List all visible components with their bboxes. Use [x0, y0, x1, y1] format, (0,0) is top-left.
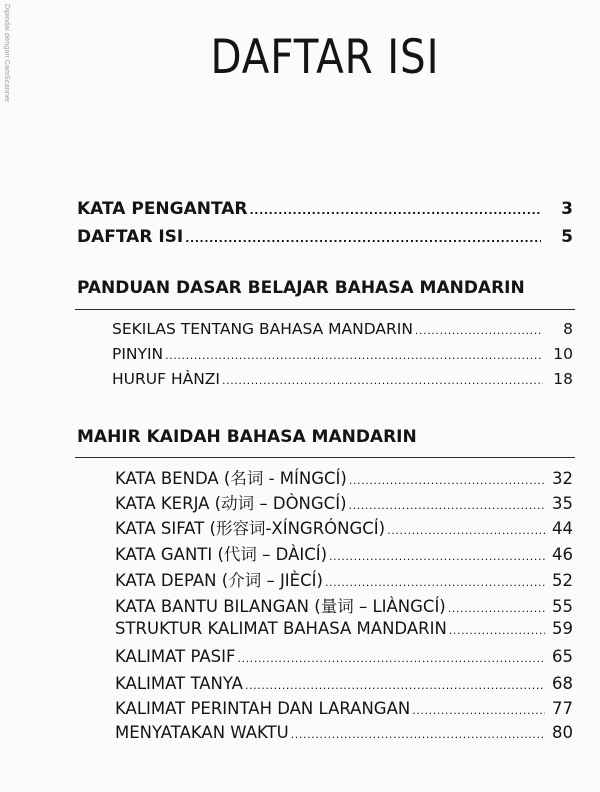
- toc-entry-page: 3: [561, 199, 573, 219]
- toc-entry-page: 44: [552, 519, 573, 538]
- toc-entry-kata-pengantar[interactable]: [77, 199, 573, 219]
- leader-dots: [412, 704, 545, 717]
- toc-entry-page: 8: [563, 320, 573, 338]
- toc-entry-page: 10: [553, 345, 573, 363]
- toc-entry-label: KALIMAT PASIF: [115, 647, 236, 666]
- leader-dots: [387, 524, 545, 537]
- toc-entry-label: KATA BENDA (名词 - MÍNGCÍ): [115, 469, 347, 488]
- toc-entry-label: STRUKTUR KALIMAT BAHASA MANDARIN: [115, 619, 447, 638]
- leader-dots: [325, 576, 545, 589]
- toc-entry[interactable]: [112, 370, 573, 388]
- toc-entry[interactable]: [115, 465, 573, 489]
- leader-dots: [291, 728, 545, 741]
- toc-entry-page: 46: [552, 545, 573, 564]
- toc-entry-label: PINYIN: [112, 345, 164, 363]
- leader-dots: [185, 232, 541, 245]
- section-divider: [75, 457, 575, 458]
- scanner-watermark: Dipindai dengan CamScanner: [3, 4, 10, 103]
- toc-entry-label: KATA PENGANTAR: [77, 199, 248, 219]
- toc-entry[interactable]: [115, 674, 573, 693]
- toc-entry[interactable]: [115, 515, 573, 539]
- toc-entry-daftar-isi[interactable]: [77, 227, 573, 247]
- toc-entry-page: 18: [553, 370, 573, 388]
- leader-dots: [329, 550, 545, 563]
- leader-dots: [415, 324, 543, 337]
- page-title: DAFTAR ISI: [210, 30, 440, 85]
- leader-dots: [250, 204, 541, 217]
- toc-entry[interactable]: [115, 567, 573, 591]
- toc-entry-label: KATA GANTI (代词 – DÀICÍ): [115, 545, 328, 564]
- leader-dots: [448, 602, 545, 615]
- toc-entry-label: KATA BANTU BILANGAN (量词 – LIÀNGCÍ): [115, 597, 446, 616]
- toc-entry-page: 52: [552, 571, 573, 590]
- section-heading-panduan: PANDUAN DASAR BELAJAR BAHASA MANDARIN: [77, 278, 525, 298]
- section-divider: [75, 309, 575, 310]
- leader-dots: [449, 624, 545, 637]
- toc-entry-label: DAFTAR ISI: [77, 227, 184, 247]
- toc-entry-label: KALIMAT TANYA: [115, 674, 243, 693]
- toc-entry[interactable]: [115, 593, 573, 617]
- toc-entry-page: 80: [552, 723, 573, 742]
- toc-entry-page: 59: [552, 619, 573, 638]
- toc-entry-label: MENYATAKAN WAKTU: [115, 723, 289, 742]
- toc-entry-page: 32: [552, 469, 573, 488]
- toc-entry-label: KATA DEPAN (介词 – JIÈCÍ): [115, 571, 323, 590]
- toc-entry[interactable]: [112, 345, 573, 363]
- toc-entry-label: HURUF HÀNZI: [112, 370, 221, 388]
- leader-dots: [349, 499, 545, 512]
- toc-entry[interactable]: [115, 647, 573, 666]
- toc-entry-page: 77: [552, 699, 573, 718]
- toc-entry[interactable]: [115, 490, 573, 514]
- leader-dots: [222, 374, 543, 387]
- toc-entry-label: KALIMAT PERINTAH DAN LARANGAN: [115, 699, 411, 718]
- leader-dots: [237, 652, 545, 665]
- toc-entry-page: 55: [552, 597, 573, 616]
- toc-entry-page: 5: [561, 227, 573, 247]
- toc-entry[interactable]: [115, 723, 573, 742]
- toc-entry-page: 35: [552, 494, 573, 513]
- toc-entry[interactable]: [115, 541, 573, 565]
- toc-entry[interactable]: [115, 619, 573, 638]
- leader-dots: [165, 349, 543, 362]
- toc-entry-page: 65: [552, 647, 573, 666]
- leader-dots: [245, 679, 545, 692]
- toc-entry-label: SEKILAS TENTANG BAHASA MANDARIN: [112, 320, 413, 338]
- leader-dots: [349, 474, 545, 487]
- toc-entry-label: KATA KERJA (动词 – DÒNGCÍ): [115, 494, 347, 513]
- toc-entry[interactable]: [115, 699, 573, 718]
- toc-entry-page: 68: [552, 674, 573, 693]
- toc-entry-label: KATA SIFAT (形容词-XÍNGRÓNGCÍ): [115, 519, 386, 538]
- section-heading-mahir: MAHIR KAIDAH BAHASA MANDARIN: [77, 427, 417, 447]
- toc-entry[interactable]: [112, 320, 573, 338]
